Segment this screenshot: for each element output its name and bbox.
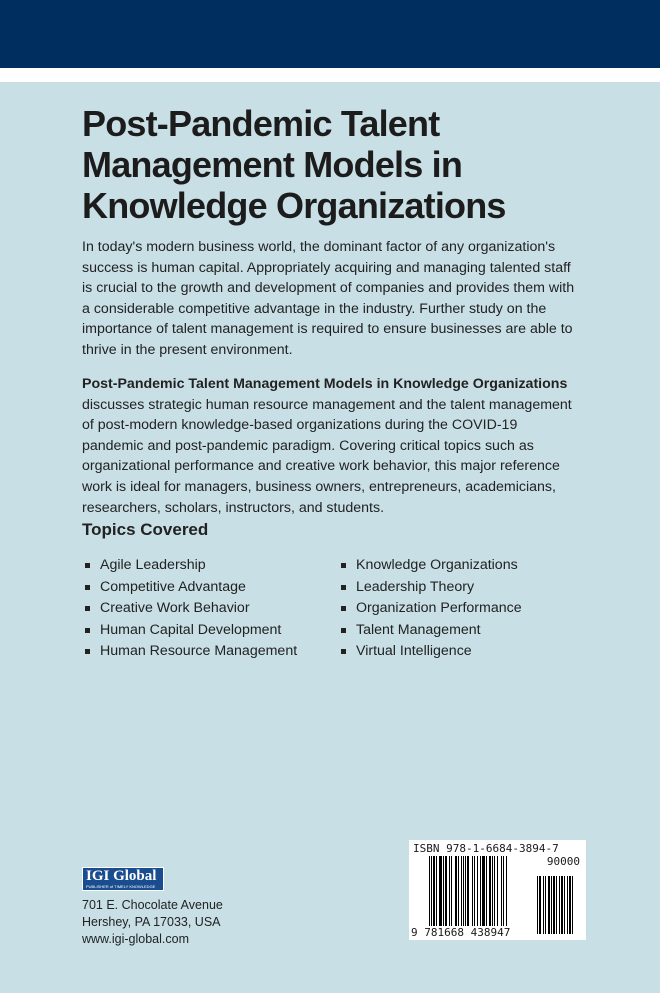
isbn-barcode <box>409 840 586 940</box>
publisher-logo <box>82 867 164 891</box>
addon-bars <box>537 876 573 934</box>
book-title: Post-Pandemic Talent Management Models in Knowledge Organizations <box>82 103 506 226</box>
description-paragraph-1: In today's modern business world, the dominant factor of any organization's success is human capital. Appropriately acquiring and managing talented staff is crucial to the growth and development of companies and provides them with a considerable competitive advantage in the industry. Further study on the importance of talent management is required to ensure businesses are able to thrive in the present environment. <box>82 239 575 358</box>
header-band <box>0 0 660 68</box>
topic-item: Leadership Theory <box>338 577 522 599</box>
address-line-2: Hershey, PA 17033, USA <box>82 915 221 929</box>
description-paragraph-2 <box>82 374 582 518</box>
topic-item: Knowledge Organizations <box>338 555 522 577</box>
topic-item: Competitive Advantage <box>82 577 297 599</box>
address-line-1: 701 E. Chocolate Avenue <box>82 898 223 912</box>
book-title-inline: Post-Pandemic Talent Management Models in Knowledge Organizations <box>82 376 568 392</box>
topics-list-right <box>338 555 522 663</box>
website: www.igi-global.com <box>82 932 189 946</box>
topics-heading: Topics Covered <box>82 520 209 539</box>
topic-item: Human Resource Management <box>82 641 297 663</box>
barcode-bars <box>429 856 508 936</box>
topic-item: Talent Management <box>338 620 522 642</box>
barcode-bar <box>507 856 508 936</box>
publisher-address <box>82 897 223 948</box>
topic-item: Human Capital Development <box>82 620 297 642</box>
barcode-number: 9 781668 438947 <box>411 926 511 939</box>
paragraph-2-text: discusses strategic human resource management and the talent management of post-modern knowledge-based organizations during the COVID-19 pandemic and post-pandemic paradigm. Covering critical topics such as organizational performance and creative work behavior, this major reference work is ideal for managers, business owners, entrepreneurs, academicians, researchers, scholars, instructors, and students. <box>82 396 572 516</box>
logo-name: IGI Global <box>86 868 157 884</box>
topics-list-left <box>82 555 297 663</box>
barcode-bar <box>572 876 573 934</box>
topic-item: Agile Leadership <box>82 555 297 577</box>
topic-item: Creative Work Behavior <box>82 598 297 620</box>
topic-item: Virtual Intelligence <box>338 641 522 663</box>
white-stripe <box>0 68 660 82</box>
barcode-addon: 90000 <box>546 855 580 868</box>
isbn-text: ISBN 978-1-6684-3894-7 <box>413 842 559 855</box>
logo-tagline: PUBLISHER of TIMELY KNOWLEDGE <box>86 884 156 889</box>
topic-item: Organization Performance <box>338 598 522 620</box>
